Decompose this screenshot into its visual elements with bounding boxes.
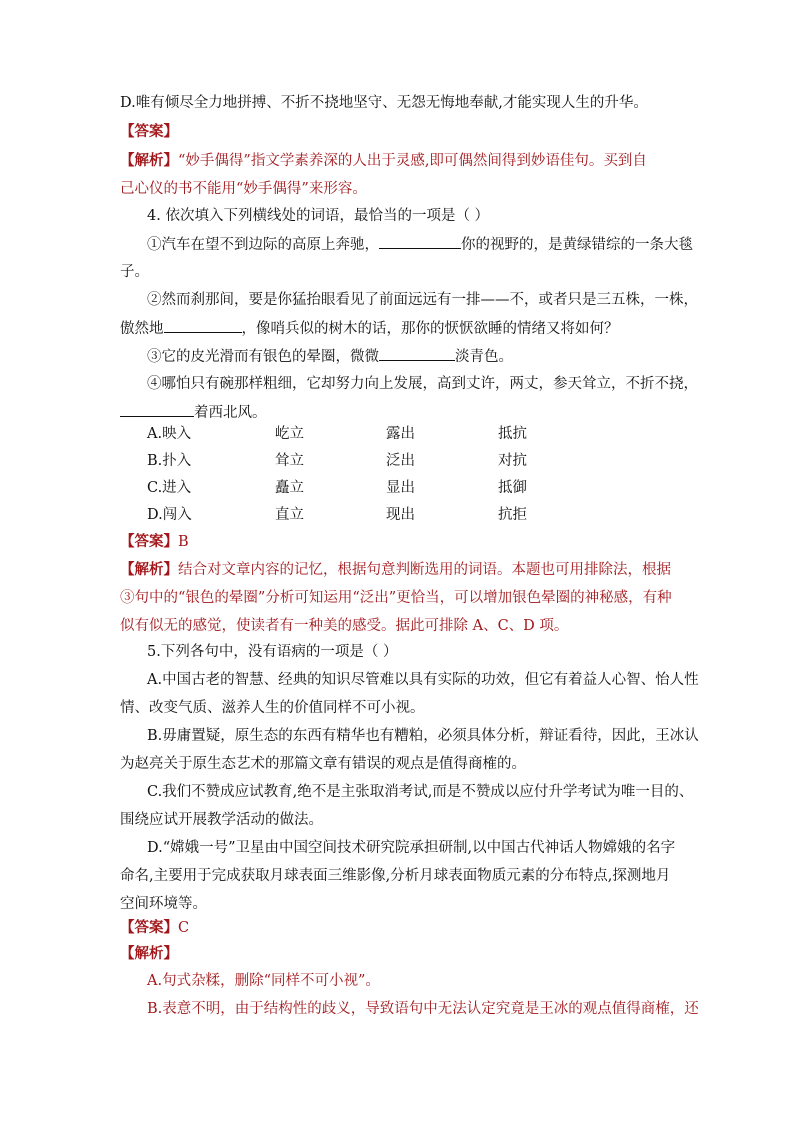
option-word: 露出 [386,426,415,442]
q4-sentence-4-cont: 着西北风。 [120,402,680,423]
q4-analysis-line2: ③句中的“银色的晕圈”分析可知运用“泛出”更恰当，可以增加银色晕圈的神秘感，有种 [120,590,672,606]
fill-blank-3 [379,346,455,361]
answer-value: C [178,920,190,936]
q5-option-d-line3: 空间环境等。 [120,896,207,912]
fill-blank-2 [164,318,242,333]
analysis-label: 【解析】 [120,561,178,578]
q4-stem: 4. 依次填入下列横线处的词语，最恰当的一项是（ ） [147,208,490,224]
q5-analysis-a: A.句式杂糅，删除“同样不可小视”。 [147,973,380,989]
option-label: C.进入 [147,480,192,496]
fill-blank-1 [379,234,461,249]
q4-sentence-4: ④哪怕只有碗那样粗细，它却努力向上发展，高到丈许，两丈，参天耸立，不折不挠， [147,376,698,392]
q4-sentence-3: ③它的皮光滑而有银色的晕圈，微微 淡青色。 [147,346,707,367]
q4-sentence-1-cont: 子。 [120,264,149,280]
option-word: 耸立 [275,453,304,469]
prev-analysis-line2: 己心仪的书不能用“妙手偶得”来形容。 [120,181,367,197]
analysis-label: 【解析】 [120,945,178,962]
q5-option-d-line1: D.“嫦娥一号”卫星由中国空间技术研究院承担研制,以中国古代神话人物嫦娥的名字 [147,840,676,856]
answer-label: 【答案】 [120,919,178,936]
q4-analysis-line1 [120,560,680,580]
q4-sentence-2: ②然而刹那间，要是你猛抬眼看见了前面远远有一排——不，或者只是三五株，一株， [147,292,698,308]
prev-option-d: D.唯有倾尽全力地拼搏、不折不挠地坚守、无怨无悔地奉献,才能实现人生的升华。 [120,95,648,111]
q4-sentence-2-cont: 傲然地 ，像哨兵似的树木的话，那你的恹恹欲睡的情绪又将如何？ [120,318,680,339]
option-word: 抗拒 [498,507,527,523]
q5-analysis-b: B.表意不明，由于结构性的歧义，导致语句中无法认定究竟是王冰的观点值得商榷，还 [147,1001,699,1017]
q5-option-c-line1: C.我们不赞成应试教育,绝不是主张取消考试,而是不赞成以应付升学考试为唯一目的、 [147,784,694,800]
q5-option-b-line1: B.毋庸置疑，原生态的东西有精华也有糟粕，必须具体分析，辩证看待，因此，王冰认 [147,728,699,744]
q5-option-c-line2: 围绕应试开展教学活动的做法。 [120,812,323,828]
prev-answer [120,122,680,142]
option-word: 泛出 [386,453,415,469]
prev-analysis-line1 [120,151,680,171]
option-label: D.闯入 [147,507,192,523]
q4-analysis-line3: 似有似无的感觉，使读者有一种美的感受。据此可排除 A、C、D 项。 [120,618,569,634]
option-word: 直立 [275,507,304,523]
option-word: 抵抗 [498,426,527,442]
option-word: 屹立 [275,426,304,442]
q5-stem: 5.下列各句中，没有语病的一项是（ ） [147,644,398,660]
option-label: B.扑入 [147,453,192,469]
analysis-label: 【解析】 [120,152,178,169]
q5-answer [120,918,680,938]
option-word: 抵御 [498,480,527,496]
answer-label: 【答案】 [120,123,178,140]
option-word: 现出 [386,507,415,523]
q5-option-a-line1: A.中国古老的智慧、经典的知识尽管难以具有实际的功效，但它有着益人心智、怡人性 [147,672,699,688]
q4-answer [120,532,680,552]
option-label: A.映入 [147,426,192,442]
q4-sentence-1: ①汽车在望不到边际的高原上奔驰， 你的视野的，是黄绿错综的一条大毯 [147,234,707,255]
answer-value: B [178,534,189,550]
fill-blank-4 [120,402,194,417]
analysis-text: 结合对文章内容的记忆，根据句意判断选用的词语。本题也可用排除法，根据 [178,562,671,578]
option-word: 显出 [386,480,415,496]
q5-option-d-line2: 命名,主要用于完成获取月球表面三维影像,分析月球表面物质元素的分布特点,探测地月 [120,868,671,884]
q5-option-a-line2: 情、改变气质、滋养人生的价值同样不可小视。 [120,700,425,716]
q5-option-b-line2: 为赵亮关于原生态艺术的那篇文章有错误的观点是值得商榷的。 [120,756,526,772]
q5-analysis-label [120,944,680,964]
option-word: 矗立 [275,480,304,496]
answer-label: 【答案】 [120,533,178,550]
analysis-text: “妙手偶得”指文学素养深的人出于灵感,即可偶然间得到妙语佳句。买到自 [178,153,647,169]
option-word: 对抗 [498,453,527,469]
